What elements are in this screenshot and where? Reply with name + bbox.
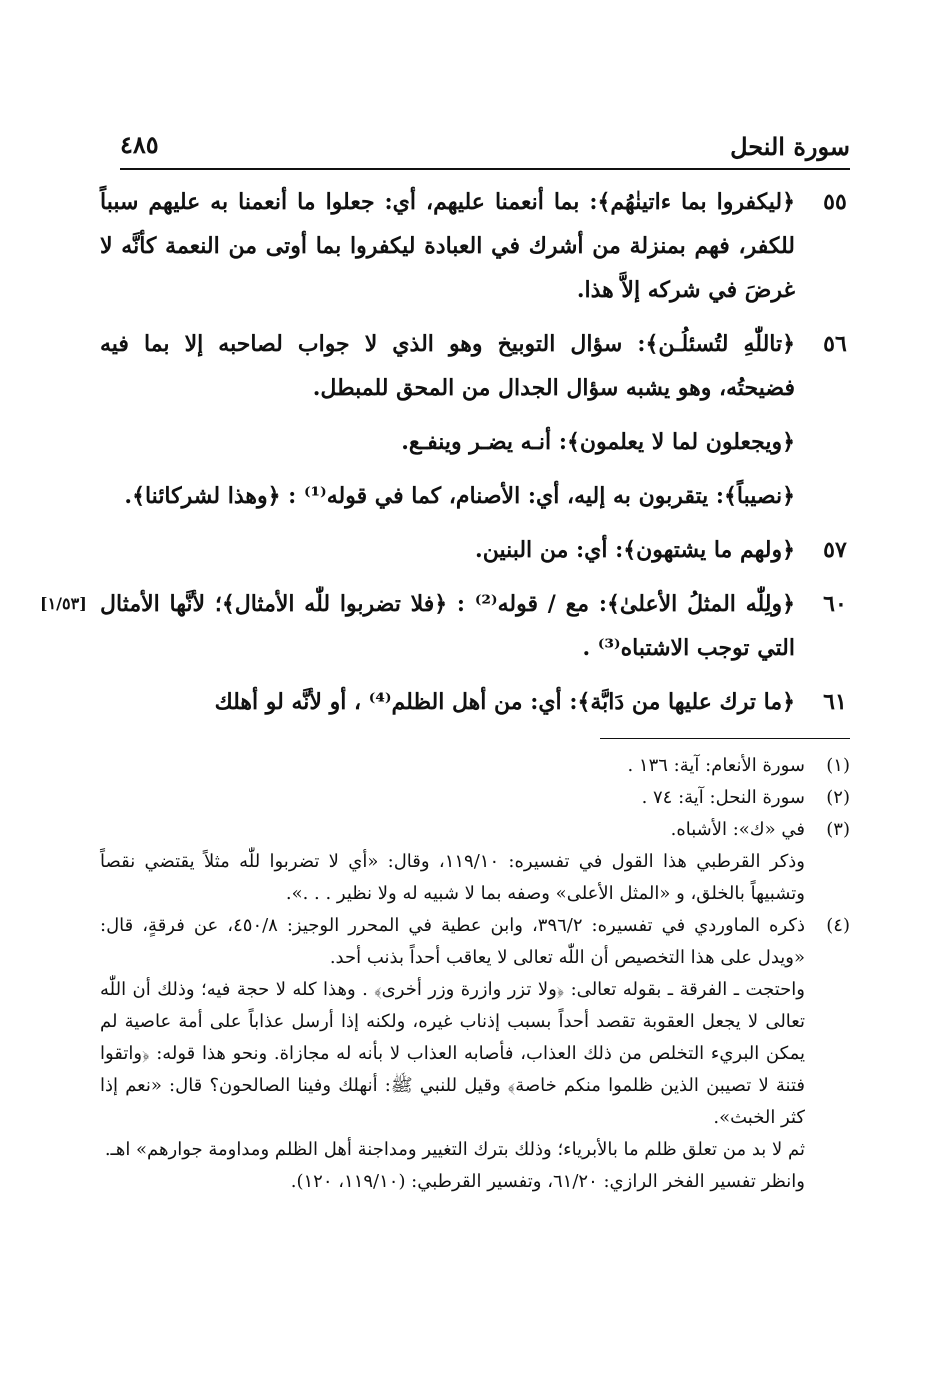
page-header	[120, 128, 850, 170]
footnote-number: (٤)	[826, 915, 850, 936]
verse-number: ٦١	[823, 689, 847, 715]
entry-text: ﴿تاللّٰهِ لتُسئلُـن﴾: سؤال التوبيخ وهو الذي لا جواب لصاحبه إلا بما فيه فضيحتُه، وهو يشبه سؤال الجدال من المحق للمبطل.	[100, 331, 795, 401]
entry-text: ﴿ولهم ما يشتهون﴾: أي: من البنين.	[475, 537, 795, 563]
entry	[100, 680, 860, 724]
page-number: ٤٨٥	[120, 130, 159, 159]
entry	[100, 180, 860, 312]
verse-number: ٥٥	[823, 189, 847, 215]
footnote-text: ثم لا بد من تعلق ظلم ما بالأبرياء؛ وذلك بترك التغيير ومداجنة أهل الظلم ومداومة جوارهم» اهـ.	[104, 1139, 805, 1160]
footnote-text: ذكره الماوردي في تفسيره: ٣٩٦/٢، وابن عطية في المحرر الوجيز: ٤٥٠/٨، عن فرقةٍ، قال: «ويدل على هذا التخصيص أن اللّٰه تعالى لا يعاقب أحداً بذنب أحد.	[100, 915, 806, 968]
entry-text: ﴿ليكفروا بما ءاتينٰهُم﴾: بما أنعمنا عليهم، أي: جعلوا ما أنعمنا به عليهم سبباً للكفر، فهم بمنزلة من أشرك في العبادة ليكفروا بما أوتى من النعمة كأنَّه لا غرضَ في شركه إلاَّ هذا.	[100, 189, 795, 303]
surah-title: سورة النحل	[730, 132, 850, 161]
footnote-text: وانظر تفسير الفخر الرازي: ٦١/٢٠، وتفسير القرطبي: (١١٩/١٠، ١٢٠).	[290, 1171, 805, 1192]
entry-text: ﴿ويجعلون لما لا يعلمون﴾: أنـه يضـر وينفـع.	[401, 429, 795, 455]
footnote-text: واحتجت ـ الفرقة ـ بقوله تعالى: ﴿ولا تزر وازرة وزر أخرى﴾ . وهذا كله لا حجة فيه؛ وذلك أن اللّٰه تعالى لا يجعل العقوبة تقصد أحداً بسبب إذناب غيره، ولكنه إذا أرسل عذاباً على أمة عاصية لم يمكن البريء التخلص من ذلك العذاب، فأصابه العذاب لا بأنه له مجازاة. ونحو هذا قوله: ﴿واتقوا فتنة لا تصيبن الذين ظلموا منكم خاصة﴾ وقيل للنبي ﷺ: أنهلك وفينا الصالحون؟ قال: «نعم إذا كثر الخبث».	[100, 979, 805, 1128]
footnote	[100, 814, 850, 910]
footnote-text: سورة النحل: آية: ٧٤ .	[641, 787, 805, 808]
footnotes	[100, 750, 850, 1198]
entry	[100, 420, 860, 464]
footnote-text: سورة الأنعام: آية: ١٣٦ .	[627, 755, 805, 776]
footnote-text: في «ك»: الأشباه.	[670, 819, 805, 840]
manuscript-folio-marker: [١/٥٣]	[40, 594, 87, 613]
footnote	[100, 750, 850, 782]
entry	[40, 582, 860, 670]
verse-number: ٦٠	[823, 591, 847, 617]
entry-text: ﴿نصيباً﴾: يتقربون به إليه، أي: الأصنام، كما في قوله⁽¹⁾ : ﴿وهذا لشركائنا﴾.	[124, 483, 795, 509]
footnote-text: وذكر القرطبي هذا القول في تفسيره: ١١٩/١٠، وقال: «أي لا تضربوا للّٰه مثلاً يقتضي نقصاً وتشبيهاً بالخلق، و «المثل الأعلى» وصفه بما لا شبيه له ولا نظير . . .».	[100, 851, 805, 904]
entry	[100, 528, 860, 572]
footnote	[100, 782, 850, 814]
footnote-number: (٣)	[826, 819, 850, 840]
footnote	[100, 910, 850, 1198]
footnote-number: (٢)	[826, 787, 850, 808]
verse-number: ٥٧	[823, 537, 847, 563]
entry	[100, 474, 860, 518]
commentary-entries	[40, 180, 860, 734]
entry-text: ﴿ما ترك عليها من دَابَّة﴾: أي: من أهل الظلم⁽⁴⁾ ، أو لأنَّه لو أهلك	[214, 689, 795, 715]
footnote-number: (١)	[826, 755, 850, 776]
footnote-divider	[600, 738, 850, 739]
verse-number: ٥٦	[823, 331, 847, 357]
entry	[100, 322, 860, 410]
entry-text: ﴿ولِلّٰه المثلُ الأعلىٰ﴾: مع / قوله⁽²⁾ : ﴿فلا تضربوا للّٰه الأمثال﴾؛ لأنَّها الأمثال التي توجب الاشتباه⁽³⁾ .	[100, 591, 796, 661]
